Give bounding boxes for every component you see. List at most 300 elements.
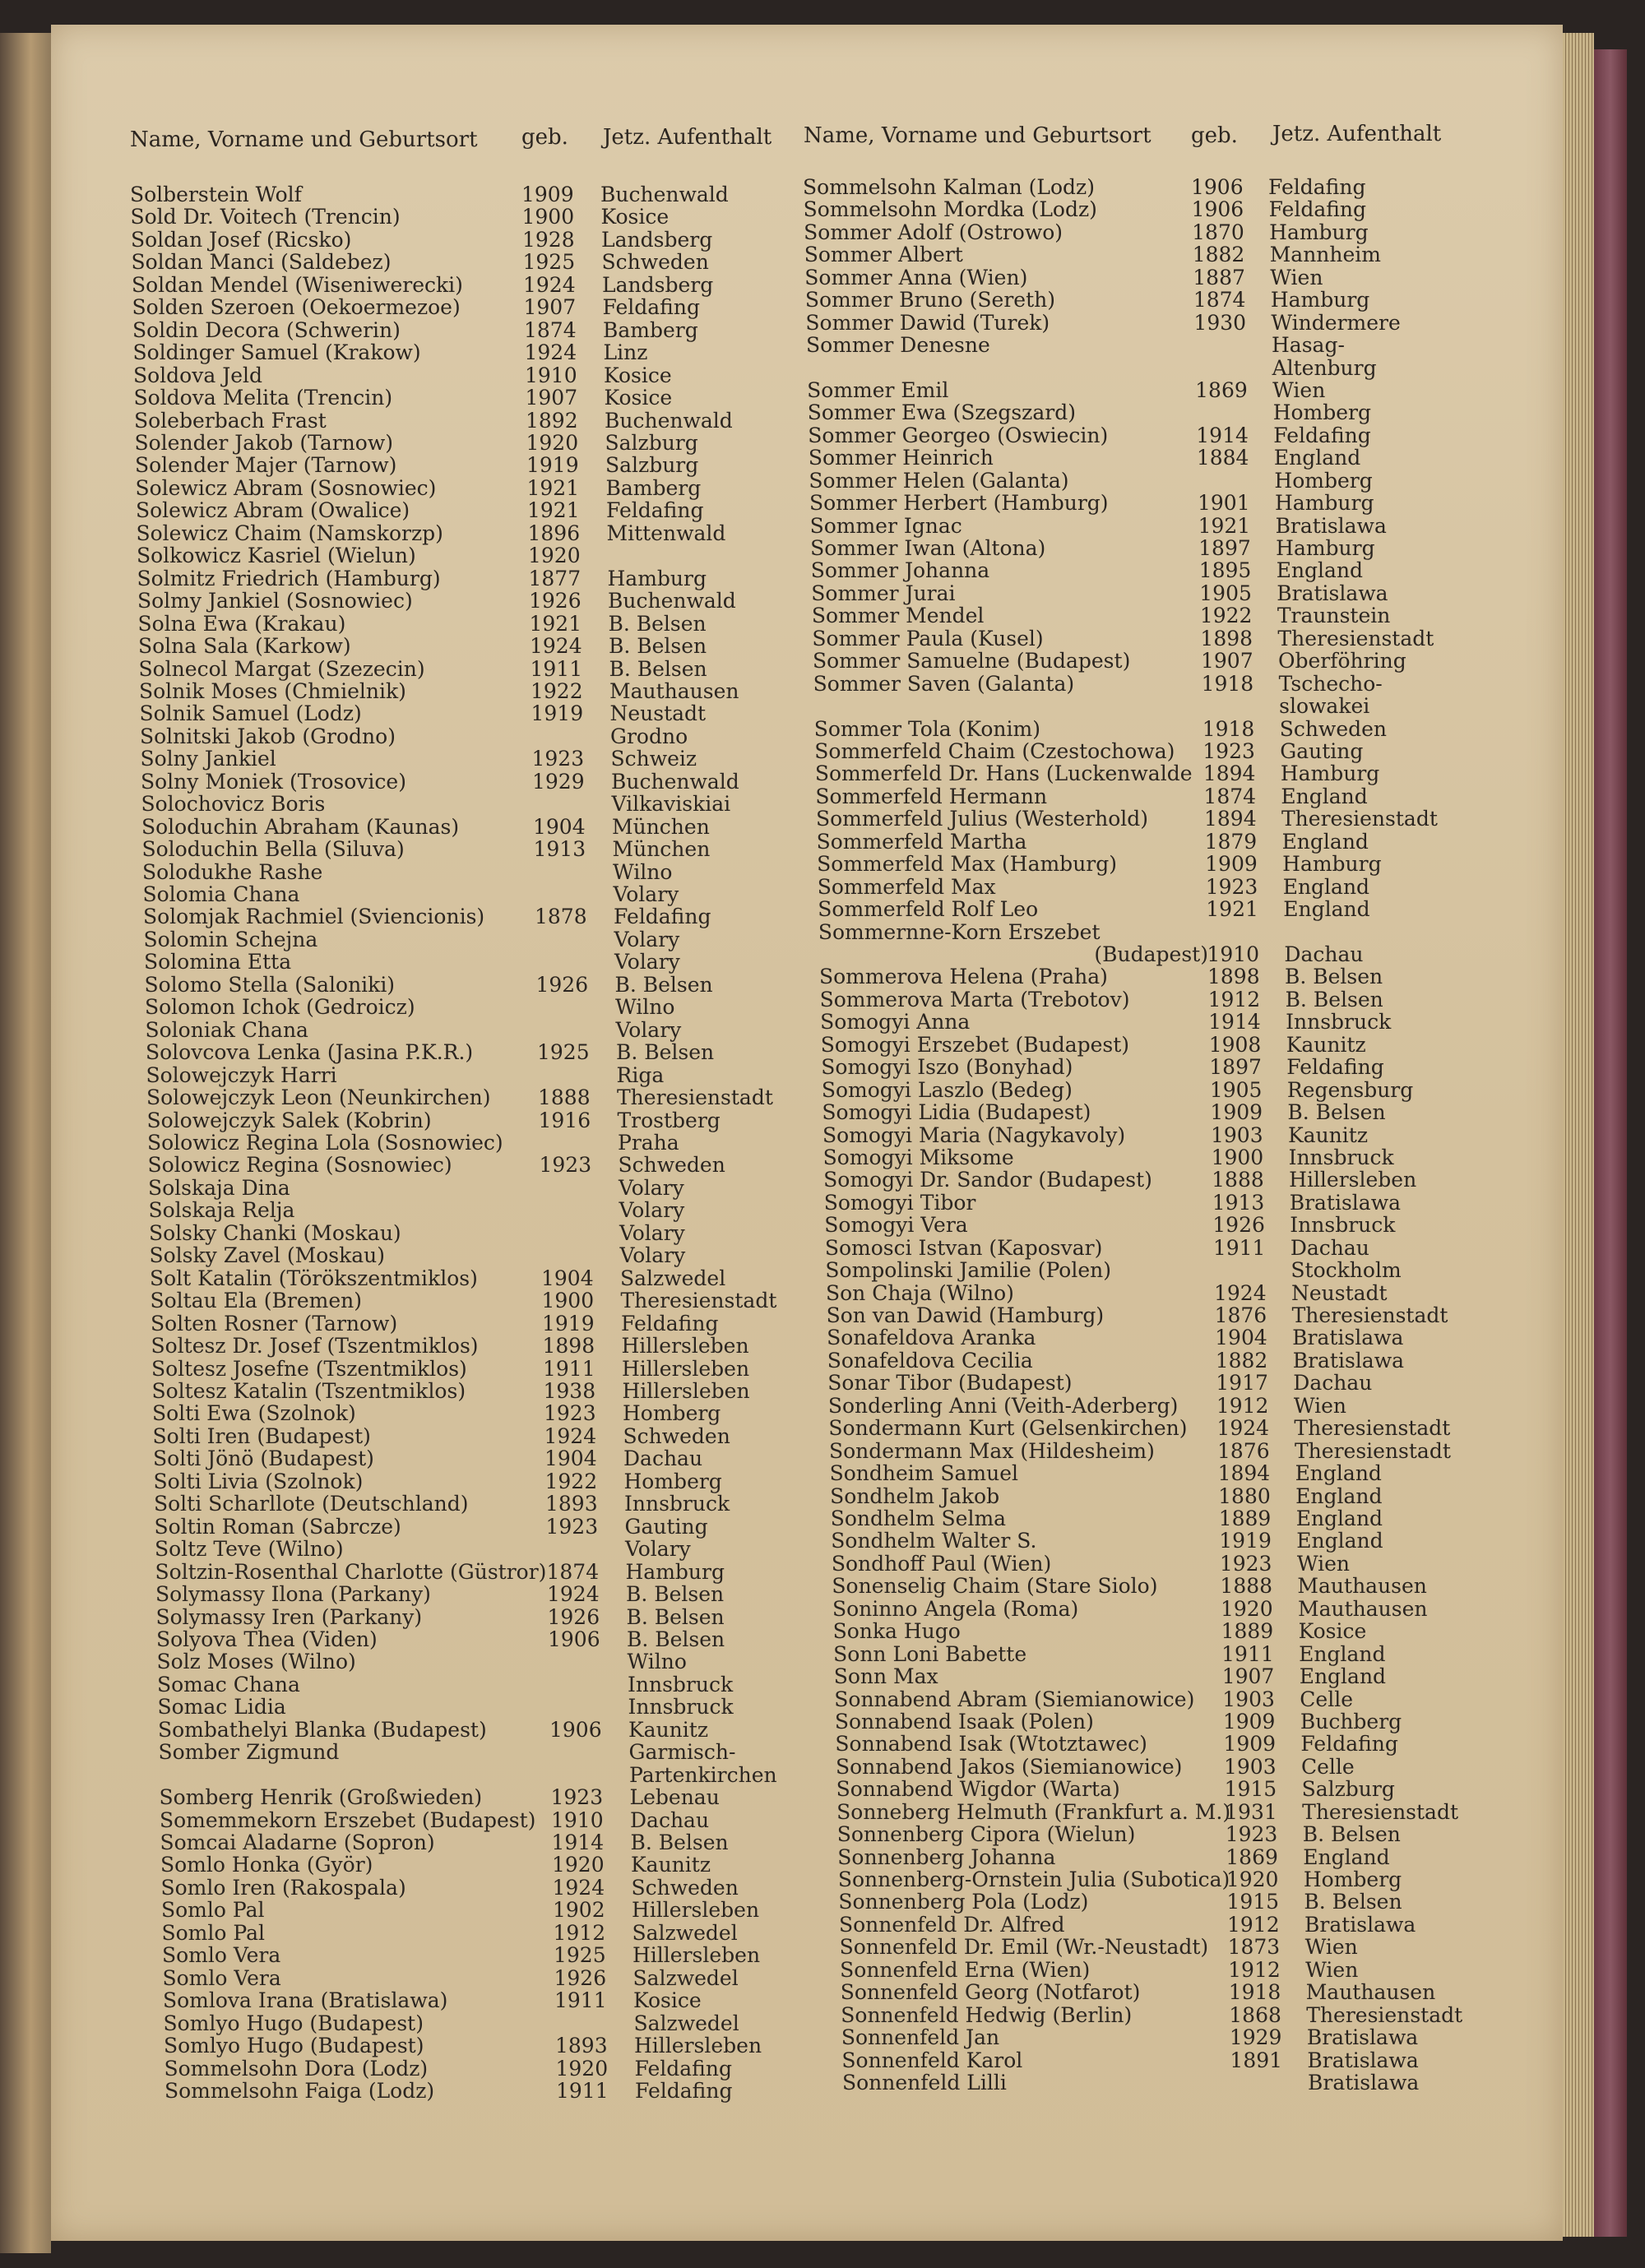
book-binding-left [0,33,51,2253]
entry-row [139,657,764,679]
entry-row [133,340,758,363]
entry-name: Sondhelm Walter S. [831,1529,1037,1553]
entry-row [824,1191,1449,1213]
entry-name: Sonnabend Isaak (Polen) [834,1709,1094,1733]
entry-birth-year: 1922 [1199,604,1253,628]
entry-location: Volary [614,950,680,974]
entry-birth-year: 1907 [1221,1664,1275,1689]
entry-location: Bamberg [605,475,702,500]
entry-name: Sonnenfeld Jan [841,2025,1000,2050]
entry-birth-year: 1911 [530,656,583,681]
entry-name: Somlo Pal [161,1898,265,1923]
entry-row [159,1763,784,1785]
entry-name: Sommelsohn Mordka (Lodz) [803,197,1097,222]
entry-row [808,424,1433,446]
entry-name: Sonar Tibor (Budapest) [827,1371,1073,1396]
entry-name: Sommerova Helena (Praha) [819,965,1108,989]
entry-birth-year: 1909 [1210,1100,1263,1125]
entry-name: Somlo Vera [162,1943,281,1968]
entry-name: Sonnabend Jakos (Siemianowice) [836,1754,1183,1779]
entry-row [807,378,1432,400]
entry-birth-year: 1938 [543,1378,596,1403]
entry-name: Soldova Melita (Trencin) [133,386,393,410]
entry-name: Solyova Thea (Viden) [156,1627,378,1651]
entry-name: Solomin Schejna [143,927,318,951]
entry-name: Soldinger Samuel (Krakow) [132,340,421,365]
entry-name: Sommer Emil [807,377,949,402]
entry-name: Solti Scharllote (Deutschland) [154,1492,469,1516]
entry-name: Soldan Mendel (Wiseniwerecki) [132,272,463,297]
entry-location: England [1282,874,1370,899]
entry-row [163,1966,788,1988]
entry-name: Sommer Mendel [811,604,985,628]
entry-name: Solowejczyk Salek (Kobrin) [146,1108,432,1132]
entry-birth-year: 1870 [1192,220,1244,244]
entry-location: B. Belsen [626,1604,725,1629]
entry-location: Hasag- [1272,333,1345,358]
entry-location: Feldafing [602,295,700,320]
entry-row [817,830,1442,852]
entry-name: Somlo Honka (Györ) [160,1853,373,1877]
entry-row [814,717,1439,739]
entry-name: Solomjak Rachmiel (Sviencionis) [143,905,485,929]
entry-birth-year: 1876 [1217,1438,1270,1463]
entry-birth-year: 1929 [532,769,585,794]
entry-birth-year: 1900 [521,205,575,229]
entry-location: Bratislawa [1308,2071,1420,2094]
entry-row [155,1560,781,1582]
entry-name: Solti Jönö (Budapest) [153,1446,374,1471]
entry-name: Solskaja Dina [148,1175,290,1200]
entry-row [130,183,755,205]
entry-name: Sommer Samuelne (Budapest) [813,649,1131,673]
entry-name: Sonnenberg-Ornstein Julia (Subotica) [837,1868,1230,1892]
entry-location: England [1273,446,1361,470]
entry-name: Sommer Adolf (Ostrowo) [804,220,1063,244]
entry-birth-year: 1921 [529,611,582,636]
entry-row [151,1357,776,1379]
entry-name: Solomia Chana [142,882,300,907]
entry-name: Soltau Ela (Bremen) [150,1289,362,1313]
entry-location: B. Belsen [1285,965,1383,989]
entry-name: Sonnenberg Cipora (Wielun) [836,1822,1136,1847]
entry-location: Kaunitz [1286,1032,1366,1057]
entry-location: Mauthausen [1305,1980,1436,2005]
entry-row [154,1492,779,1514]
entry-birth-year: 1922 [544,1469,598,1493]
entry-location: Innsbruck [624,1492,730,1516]
entry-location: Salzburg [1301,1777,1395,1802]
entry-location: Innsbruck [628,1695,734,1720]
entry-row [132,273,757,295]
entry-name: Sommer Anna (Wien) [804,265,1028,289]
entry-row [834,1664,1459,1687]
entry-row [817,852,1442,877]
entry-row [134,386,759,408]
entry-row [823,1146,1448,1168]
entry-row [840,1958,1465,1980]
entry-birth-year: 1912 [1227,1912,1280,1937]
entry-location: Salzwedel [633,2011,739,2035]
entry-name: Sonn Loni Babette [833,1641,1027,1666]
entry-row [827,1349,1453,1371]
entry-birth-year: 1924 [524,340,577,365]
entry-row [823,1168,1448,1190]
entry-location: Bratislawa [1306,2025,1419,2050]
entry-name: Soninno Angela (Roma) [832,1596,1079,1621]
entry-birth-year: 1868 [1229,2002,1281,2027]
entry-name: Solender Jakob (Tarnow) [134,430,393,455]
entry-row [164,2079,790,2101]
entry-row [139,679,764,701]
entry-location: Feldafing [1286,1055,1384,1080]
entry-name: Sommer Helen (Galanta) [809,468,1069,493]
entry-row [809,446,1434,468]
entry-birth-year: 1869 [1226,1844,1278,1869]
entry-birth-year: 1901 [1198,491,1250,516]
entry-location: B. Belsen [609,634,707,659]
entry-row [141,837,767,862]
entry-name: Sommerfeld Dr. Hans (Luckenwalde [814,761,1193,786]
entry-location: Theresienstadt [1294,1416,1451,1441]
entry-name: Solowejczyk Leon (Neunkirchen) [146,1085,491,1110]
entry-location: Dachau [623,1446,703,1471]
entry-location: Wien [1305,1957,1359,1982]
entry-name: Sommerfeld Rolf Leo [818,897,1039,922]
book-cover-right [1594,49,1627,2237]
entry-location: Innsbruck [1290,1213,1396,1238]
entry-location: Praha [618,1131,679,1155]
entry-birth-year: 1926 [535,972,589,997]
entry-row [162,1943,787,1968]
entry-location: B. Belsen [609,656,707,681]
entry-birth-year: 1911 [554,1988,607,2013]
entry-row [814,739,1439,761]
entry-birth-year: 1874 [1193,288,1246,312]
entry-birth-year: 1874 [524,317,577,342]
entry-birth-year: 1903 [1224,1754,1277,1779]
entry-location: England [1299,1664,1387,1689]
entry-name: Solnecol Margat (Szezecin) [138,656,425,681]
entry-birth-year: 1929 [1229,2025,1282,2050]
entry-location: Gauting [1280,739,1364,763]
entry-location: Theresienstadt [1295,1438,1451,1463]
entry-location: Hillersleben [633,1943,761,1968]
entry-row [137,544,762,566]
entry-location: Landsberg [602,272,714,297]
entry-birth-year: 1898 [1200,626,1253,650]
entry-row [822,1123,1448,1146]
entry-row [142,860,767,882]
entry-name: Somlyo Hugo (Budapest) [163,2011,424,2035]
right-header-name: Name, Vorname und Geburtsort [804,123,1152,148]
entry-location: Salzburg [605,453,699,478]
entry-row [146,1018,771,1040]
entry-location: Bratislawa [1292,1326,1404,1350]
entry-row [809,469,1434,491]
entry-row [842,2071,1467,2093]
entry-location: München [612,814,710,839]
entry-row [813,672,1439,694]
entry-row [804,220,1429,243]
entry-location: Linz [603,340,648,365]
entry-birth-year: 1897 [1198,536,1251,561]
entry-location: Volary [619,1175,684,1200]
entry-location: Innsbruck [1288,1145,1394,1169]
entry-name: Sondhelm Selma [830,1506,1007,1530]
entry-name: Sommer Albert [804,243,963,267]
entry-name: Sonnenfeld Georg (Notfarot) [840,1980,1141,2005]
entry-name: Soltzin-Rosenthal Charlotte (Güstror) [155,1559,547,1584]
entry-row [134,409,759,431]
entry-name: Somemmekorn Erszebet (Budapest) [160,1807,536,1832]
entry-row [152,1401,777,1426]
entry-location: B. Belsen [1302,1822,1401,1847]
entry-name: Somogyi Lidia (Budapest) [822,1100,1091,1125]
entry-name: Soloduchin Abraham (Kaunas) [141,814,460,839]
entry-birth-year: 1910 [551,1807,604,1832]
entry-name: Sonnenfeld Erna (Wien) [840,1957,1091,1982]
entry-location: Windermere [1271,310,1401,335]
entry-row [147,1131,772,1153]
entry-name: Sonderling Anni (Veith-Aderberg) [827,1393,1179,1418]
entry-row [836,1800,1462,1822]
entry-location: Salzwedel [633,1965,739,1990]
entry-birth-year: 1920 [528,544,581,568]
entry-row [830,1484,1455,1507]
entry-birth-year: 1923 [545,1514,599,1539]
entry-name: Soldova Jeld [133,363,263,387]
entry-name: Somogyi Iszo (Bonyhad) [821,1055,1073,1080]
entry-location: Bratislawa [1307,2048,1419,2072]
entry-name: Somlo Pal [161,1920,265,1945]
entry-birth-year: 1923 [531,747,585,771]
entry-location: Buchenwald [600,183,729,206]
entry-birth-year: 1911 [1212,1235,1266,1260]
entry-location: Salzburg [605,430,698,455]
entry-row [810,536,1435,561]
entry-name: Soldan Manci (Saldebez) [131,250,392,275]
entry-location: Feldafing [621,1311,719,1335]
entry-name: Solti Ewa (Szolnok) [152,1401,356,1426]
entry-row [821,1033,1446,1055]
entry-birth-year: 1906 [549,1717,602,1742]
entry-row [135,453,760,478]
entry-birth-year: 1931 [1225,1799,1277,1824]
entry-birth-year: 1924 [552,1875,605,1900]
entry-row [831,1507,1456,1529]
entry-location: Hamburg [1269,220,1369,244]
entry-location: Volary [619,1198,685,1223]
entry-location: Feldafing [1268,175,1366,199]
entry-name: Somogyi Anna [820,1010,971,1034]
entry-name: Sonnabend Isak (Wtotztawec) [835,1732,1147,1757]
entry-row [834,1687,1459,1710]
entry-name: Sommer Ewa (Szegszard) [807,400,1076,425]
entry-row [804,243,1430,265]
entry-row [836,1777,1462,1802]
entry-location: B. Belsen [1304,1890,1402,1914]
entry-row [832,1574,1457,1599]
entry-location: Wien [1296,1551,1350,1576]
entry-location: Riga [616,1062,665,1087]
entry-name: Solmy Jankiel (Sosnowiec) [137,589,413,613]
entry-location: England [1281,784,1368,808]
entry-location: B. Belsen [626,1582,725,1607]
entry-birth-year: 1894 [1204,807,1257,831]
entry-location: Buchberg [1300,1709,1402,1733]
entry-row [819,965,1444,987]
entry-name: Sonneberg Helmuth (Frankfurt a. M.) [836,1799,1231,1824]
entry-birth-year: 1879 [1204,829,1258,854]
entry-name: Somberg Henrik (Großwieden) [159,1785,483,1810]
entry-name: Somlova Irana (Bratislawa) [163,1988,448,2013]
entry-name: Soltz Teve (Wilno) [155,1537,344,1562]
entry-birth-year: 1921 [527,498,580,523]
entry-birth-year: 1909 [521,183,574,206]
entry-location: Dachau [1284,942,1364,966]
entry-location: Mauthausen [1297,1574,1427,1599]
entry-row [835,1710,1460,1732]
entry-name: Soloniak Chana [145,1017,308,1042]
entry-name: Sommerfeld Max [817,874,996,899]
entry-row [153,1446,778,1469]
entry-birth-year: 1925 [522,250,576,275]
entry-location: Wien [1270,265,1323,289]
entry-name: Solomo Stella (Saloniki) [144,972,396,997]
entry-row [133,363,758,386]
entry-location: Volary [613,882,679,907]
entry-row [838,1868,1463,1890]
entry-row [838,1890,1463,1912]
entry-location: Feldafing [614,905,711,929]
entry-location: Celle [1301,1754,1355,1779]
entry-row [839,1935,1465,1960]
entry-row [132,318,758,340]
entry-name: Solender Majer (Tarnow) [135,453,397,478]
entry-name: Sonnenfeld Lilli [842,2071,1007,2094]
entry-name: Solsky Zavel (Moskau) [149,1243,385,1268]
entry-birth-year: 1924 [544,1423,597,1448]
entry-name: Solomina Etta [144,950,292,974]
entry-row [829,1461,1455,1486]
entry-birth-year: 1893 [545,1492,598,1516]
entry-row [144,950,769,972]
entry-row [833,1642,1458,1664]
entry-row [822,1100,1447,1125]
entry-row [808,400,1433,423]
entry-name: Solowejczyk Harri [146,1062,337,1087]
entry-birth-year: 1904 [541,1266,594,1290]
entry-location: Feldafing [635,2079,733,2103]
entry-row [141,815,767,837]
entry-location: England [1296,1529,1383,1553]
entry-name: Solden Szeroen (Oekoermezoe) [132,295,461,320]
entry-birth-year: 1923 [1202,739,1255,763]
entry-birth-year: 1920 [552,1853,605,1877]
entry-name: Solomon Ichok (Gedroicz) [145,995,415,1020]
entry-row [841,2025,1467,2048]
entry-location: Garmisch- [628,1740,736,1765]
entry-location: Homberg [623,1401,721,1426]
entry-birth-year: 1880 [1218,1483,1271,1508]
entry-row [839,1913,1464,1935]
entry-name: Somogyi Maria (Nagykavoly) [822,1122,1126,1147]
entry-name: Soltesz Katalin (Tszentmiklos) [151,1378,466,1403]
entry-name: Solz Moses (Wilno) [156,1650,356,1674]
entry-row [815,785,1440,807]
entry-row [811,558,1436,581]
entry-location: Wien [1272,377,1326,402]
entry-birth-year: 1912 [1216,1393,1269,1418]
entry-row [146,1063,772,1085]
entry-birth-year: 1874 [1203,784,1257,808]
entry-name: Sommer Iwan (Altona) [810,536,1046,561]
entry-row [155,1515,780,1537]
entry-name: Solny Jankiel [140,747,276,771]
entry-row [153,1424,778,1446]
entry-location: Feldafing [634,2056,732,2081]
entry-row [148,1198,774,1223]
entry-name: Son van Dawid (Hamburg) [826,1303,1105,1328]
entry-birth-year: 1896 [527,521,581,545]
entry-row [157,1695,783,1720]
entry-location: Kosice [1298,1619,1367,1644]
entry-name: Somlo Vera [162,1965,281,1990]
left-header-place: Jetz. Aufenthalt [603,125,772,150]
entry-name: Sommerfeld Julius (Westerhold) [816,807,1149,831]
entry-birth-year: 1876 [1214,1303,1267,1328]
entry-name: Sommer Denesne [806,333,990,358]
entry-birth-year: 1905 [1199,581,1252,605]
entry-birth-year: 1911 [1221,1641,1274,1666]
left-header-year: geb. [521,125,568,150]
entry-row [151,1289,776,1311]
entry-location: England [1303,1844,1390,1869]
entry-birth-year: 1904 [544,1446,597,1471]
entry-name: Solymassy Iren (Parkany) [155,1604,423,1629]
entry-birth-year: 1894 [1217,1461,1271,1486]
entry-row [812,627,1437,649]
entry-birth-year: 1918 [1202,716,1255,741]
entry-birth-year: 1906 [1191,197,1244,222]
entry-location: Mittenwald [606,521,726,545]
page-edges [1563,33,1594,2237]
entry-row [147,1153,773,1178]
entry-location: Schweiz [610,747,697,771]
entry-location: Vilkaviskiai [611,792,731,817]
entry-row [160,1853,785,1875]
entry-row [164,2034,789,2056]
entry-name: Sommer Dawid (Turek) [805,310,1050,335]
entry-row [818,897,1443,922]
entry-row [818,920,1443,942]
entry-birth-year: 1897 [1209,1055,1262,1080]
entry-row [138,634,763,659]
entry-name: Solti Livia (Szolnok) [153,1469,364,1493]
entry-location: B. Belsen [608,611,707,636]
left-header-name: Name, Vorname und Geburtsort [130,127,478,152]
entry-name: Sommer Bruno (Sereth) [804,288,1055,312]
entry-birth-year: 1924 [530,634,582,659]
entry-row [131,250,757,275]
entry-location: B. Belsen [614,972,713,997]
entry-name: Sommer Tola (Konim) [813,716,1040,741]
entry-row [827,1303,1452,1326]
entry-location: Wien [1293,1393,1346,1418]
entry-location: Lebenau [629,1785,720,1810]
entry-name: Sommer Heinrich [808,446,994,470]
